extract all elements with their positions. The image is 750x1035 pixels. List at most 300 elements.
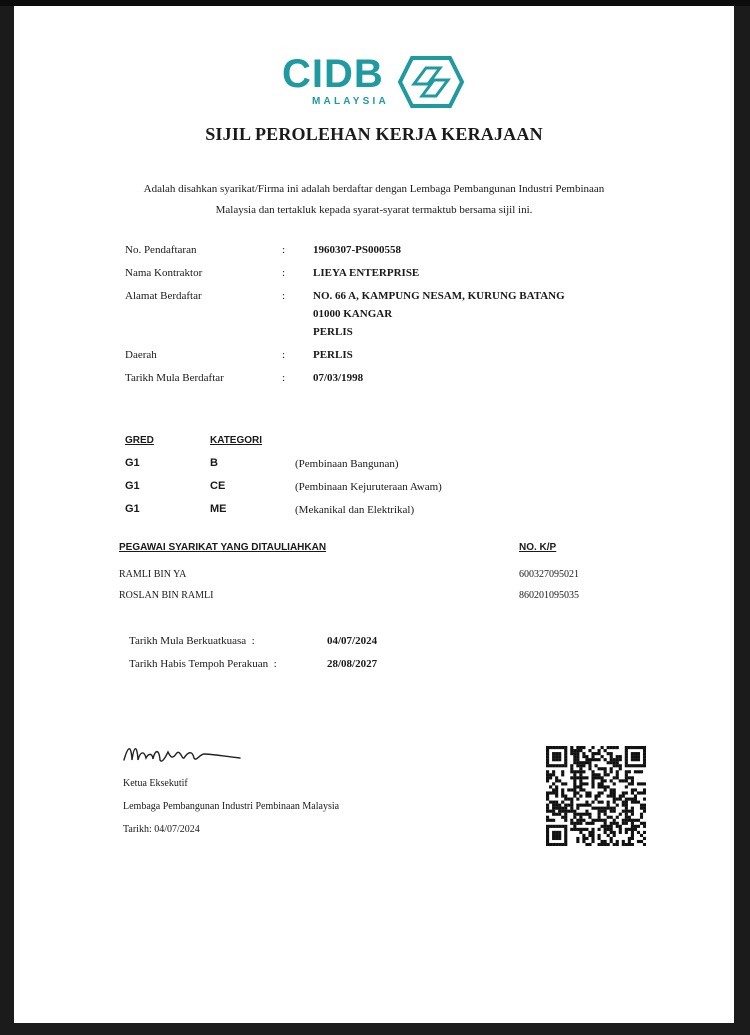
qr-module — [567, 788, 570, 791]
qr-module — [594, 807, 597, 810]
qr-module — [588, 834, 591, 837]
qr-module — [576, 840, 579, 843]
qr-module — [582, 819, 585, 822]
qr-module — [579, 831, 582, 834]
colon: : — [282, 267, 286, 279]
qr-module — [564, 804, 567, 807]
officer-ic-number: 860201095035 — [519, 590, 579, 601]
qr-module — [564, 764, 567, 767]
qr-module — [625, 828, 628, 831]
label-district: Daerah — [125, 349, 157, 361]
qr-module — [598, 834, 601, 837]
qr-module — [613, 834, 616, 837]
qr-module — [582, 770, 585, 773]
qr-module — [591, 770, 594, 773]
colon: : — [282, 290, 286, 302]
qr-module — [564, 758, 567, 761]
qr-module — [576, 819, 579, 822]
qr-module — [585, 782, 588, 785]
qr-module — [634, 825, 637, 828]
qr-module — [643, 788, 646, 791]
signatory-date: Tarikh: 04/07/2024 — [123, 824, 200, 835]
qr-module — [561, 794, 564, 797]
qr-module — [582, 776, 585, 779]
qr-module — [591, 785, 594, 788]
qr-module — [552, 770, 555, 773]
qr-module — [637, 755, 640, 758]
qr-module — [549, 776, 552, 779]
qr-module — [588, 822, 591, 825]
value-district: PERLIS — [313, 349, 353, 361]
officer-name: ROSLAN BIN RAMLI — [119, 590, 214, 601]
certificate-page — [14, 6, 734, 1023]
qr-module — [616, 773, 619, 776]
qr-module — [643, 807, 646, 810]
qr-module — [570, 801, 573, 804]
qr-module — [582, 782, 585, 785]
qr-module — [628, 770, 631, 773]
qr-module — [582, 813, 585, 816]
qr-module — [631, 831, 634, 834]
qr-module — [643, 810, 646, 813]
qr-module — [564, 843, 567, 846]
qr-module — [558, 746, 561, 749]
qr-module — [613, 843, 616, 846]
qr-module — [640, 764, 643, 767]
qr-module — [573, 776, 576, 779]
qr-module — [634, 801, 637, 804]
qr-module — [613, 794, 616, 797]
signatory-organisation: Lembaga Pembangunan Industri Pembinaan Malaysia — [123, 801, 340, 812]
qr-module — [604, 813, 607, 816]
qr-module — [625, 807, 628, 810]
qr-module — [637, 825, 640, 828]
grade-value: G1 — [125, 457, 140, 469]
qr-module — [564, 831, 567, 834]
qr-module — [604, 788, 607, 791]
qr-module — [591, 801, 594, 804]
qr-module — [558, 764, 561, 767]
qr-module — [613, 758, 616, 761]
qr-module — [546, 779, 549, 782]
qr-module — [585, 828, 588, 831]
category-description: (Pembinaan Kejuruteraan Awam) — [295, 481, 442, 493]
qr-module — [643, 755, 646, 758]
qr-module — [549, 773, 552, 776]
qr-module — [601, 782, 604, 785]
qr-module — [625, 791, 628, 794]
qr-module — [604, 767, 607, 770]
qr-module — [576, 776, 579, 779]
qr-module — [622, 791, 625, 794]
qr-module — [607, 785, 610, 788]
logo-wordmark: CIDB — [282, 52, 384, 96]
officer-name: RAMLI BIN YA — [119, 569, 187, 580]
qr-module — [555, 843, 558, 846]
officer-ic-number: 600327095021 — [519, 569, 579, 580]
qr-module — [552, 831, 555, 834]
qr-module — [625, 773, 628, 776]
qr-module — [564, 794, 567, 797]
qr-module — [546, 758, 549, 761]
qr-module — [558, 843, 561, 846]
qr-module — [607, 804, 610, 807]
qr-module — [616, 843, 619, 846]
qr-module — [579, 788, 582, 791]
qr-module — [564, 840, 567, 843]
qr-module — [555, 834, 558, 837]
qr-module — [582, 837, 585, 840]
qr-module — [558, 758, 561, 761]
qr-module — [546, 804, 549, 807]
qr-module — [610, 752, 613, 755]
qr-module — [640, 816, 643, 819]
qr-module — [625, 810, 628, 813]
qr-module — [625, 831, 628, 834]
qr-module — [558, 779, 561, 782]
qr-module — [558, 755, 561, 758]
qr-module — [552, 837, 555, 840]
qr-module — [631, 788, 634, 791]
expiry-date-label-text: Tarikh Habis Tempoh Perakuan — [129, 658, 269, 670]
qr-module — [585, 810, 588, 813]
qr-module — [564, 828, 567, 831]
qr-module — [573, 758, 576, 761]
qr-module — [546, 776, 549, 779]
qr-module — [552, 764, 555, 767]
qr-module — [640, 807, 643, 810]
qr-module — [582, 804, 585, 807]
qr-module — [588, 831, 591, 834]
qr-module — [634, 819, 637, 822]
grade-value: G1 — [125, 503, 140, 515]
qr-module — [564, 761, 567, 764]
qr-module — [549, 785, 552, 788]
qr-module — [552, 782, 555, 785]
qr-module — [601, 791, 604, 794]
qr-module — [613, 761, 616, 764]
qr-module — [607, 834, 610, 837]
qr-module — [610, 840, 613, 843]
qr-module — [631, 755, 634, 758]
qr-module — [558, 831, 561, 834]
qr-module — [585, 801, 588, 804]
qr-module — [576, 761, 579, 764]
qr-module — [610, 837, 613, 840]
qr-module — [546, 752, 549, 755]
category-description: (Mekanikal dan Elektrikal) — [295, 504, 415, 516]
qr-module — [622, 840, 625, 843]
qr-module — [625, 755, 628, 758]
qr-module — [643, 791, 646, 794]
qr-module — [616, 825, 619, 828]
qr-module — [585, 758, 588, 761]
qr-module — [604, 785, 607, 788]
qr-module — [640, 822, 643, 825]
qr-module — [555, 752, 558, 755]
qr-module — [598, 749, 601, 752]
qr-module — [585, 791, 588, 794]
qr-module — [570, 788, 573, 791]
qr-module — [549, 746, 552, 749]
qr-module — [552, 773, 555, 776]
qr-module — [625, 819, 628, 822]
qr-module — [561, 782, 564, 785]
qr-module — [588, 794, 591, 797]
qr-module — [573, 794, 576, 797]
qr-module — [570, 807, 573, 810]
qr-module — [570, 822, 573, 825]
qr-module — [579, 773, 582, 776]
qr-module — [628, 843, 631, 846]
category-description: (Pembinaan Bangunan) — [295, 458, 399, 470]
qr-module — [579, 746, 582, 749]
qr-module — [585, 822, 588, 825]
qr-module — [607, 773, 610, 776]
qr-module — [555, 831, 558, 834]
qr-module — [573, 791, 576, 794]
qr-module — [619, 813, 622, 816]
qr-module — [564, 810, 567, 813]
qr-module — [579, 764, 582, 767]
qr-module — [607, 801, 610, 804]
qr-module — [637, 840, 640, 843]
qr-module — [613, 746, 616, 749]
qr-module — [564, 782, 567, 785]
qr-module — [619, 825, 622, 828]
signatory-title: Ketua Eksekutif — [123, 778, 188, 789]
qr-module — [610, 831, 613, 834]
qr-module — [558, 825, 561, 828]
qr-module — [570, 752, 573, 755]
qr-module — [552, 791, 555, 794]
qr-module — [631, 837, 634, 840]
qr-module — [552, 758, 555, 761]
qr-module — [631, 791, 634, 794]
qr-module — [643, 831, 646, 834]
qr-module — [555, 758, 558, 761]
qr-module — [625, 816, 628, 819]
qr-module — [643, 764, 646, 767]
qr-module — [637, 801, 640, 804]
qr-module — [564, 755, 567, 758]
qr-module — [552, 834, 555, 837]
qr-module — [591, 837, 594, 840]
qr-module — [570, 828, 573, 831]
qr-module — [594, 752, 597, 755]
qr-module — [631, 776, 634, 779]
qr-module — [573, 749, 576, 752]
qr-module — [616, 770, 619, 773]
qr-module — [591, 773, 594, 776]
qr-module — [634, 788, 637, 791]
qr-module — [598, 843, 601, 846]
qr-module — [628, 837, 631, 840]
qr-module — [558, 837, 561, 840]
qr-module — [552, 746, 555, 749]
qr-module — [579, 767, 582, 770]
qr-module — [570, 770, 573, 773]
qr-module — [643, 804, 646, 807]
qr-module — [585, 755, 588, 758]
qr-module — [591, 755, 594, 758]
grade-value: G1 — [125, 480, 140, 492]
qr-module — [570, 804, 573, 807]
qr-module — [576, 807, 579, 810]
qr-module — [640, 782, 643, 785]
qr-module — [634, 746, 637, 749]
qr-module — [628, 798, 631, 801]
qr-module — [610, 791, 613, 794]
qr-module — [552, 807, 555, 810]
qr-module — [582, 755, 585, 758]
label-registration-no: No. Pendaftaran — [125, 244, 197, 256]
qr-module — [546, 761, 549, 764]
qr-module — [613, 819, 616, 822]
qr-module — [594, 773, 597, 776]
qr-module — [555, 801, 558, 804]
qr-module — [579, 770, 582, 773]
qr-module — [555, 794, 558, 797]
qr-module — [622, 801, 625, 804]
qr-module — [604, 831, 607, 834]
qr-module — [598, 752, 601, 755]
qr-module — [619, 758, 622, 761]
colon: : — [282, 244, 286, 256]
qr-module — [546, 819, 549, 822]
qr-module — [598, 785, 601, 788]
qr-module — [546, 770, 549, 773]
qr-module — [573, 828, 576, 831]
qr-module — [573, 813, 576, 816]
qr-module — [555, 779, 558, 782]
qr-module — [552, 819, 555, 822]
qr-module — [561, 773, 564, 776]
qr-module — [564, 813, 567, 816]
qr-module — [561, 807, 564, 810]
qr-module — [643, 798, 646, 801]
qr-module — [546, 807, 549, 810]
qr-module — [564, 816, 567, 819]
qr-module — [588, 761, 591, 764]
qr-module — [552, 755, 555, 758]
qr-module — [570, 776, 573, 779]
qr-module — [573, 755, 576, 758]
qr-module — [552, 788, 555, 791]
qr-module — [613, 791, 616, 794]
label-contractor-name: Nama Kontraktor — [125, 267, 203, 279]
qr-module — [558, 810, 561, 813]
qr-module — [604, 825, 607, 828]
qr-module — [631, 807, 634, 810]
qr-module — [546, 773, 549, 776]
qr-module — [573, 825, 576, 828]
qr-module — [555, 807, 558, 810]
cidb-hexagon-icon — [396, 54, 466, 110]
handwritten-signature — [122, 740, 247, 770]
qr-module — [616, 758, 619, 761]
qr-module — [546, 828, 549, 831]
qr-module — [622, 804, 625, 807]
qr-module — [607, 746, 610, 749]
qr-module — [558, 752, 561, 755]
qr-module — [546, 791, 549, 794]
qr-module — [631, 798, 634, 801]
qr-module — [546, 843, 549, 846]
qr-module — [570, 798, 573, 801]
qr-module — [564, 752, 567, 755]
qr-module — [546, 755, 549, 758]
qr-module — [588, 791, 591, 794]
qr-module — [576, 749, 579, 752]
qr-module — [643, 837, 646, 840]
qr-module — [622, 810, 625, 813]
qr-module — [643, 752, 646, 755]
qr-module — [604, 819, 607, 822]
qr-module — [552, 825, 555, 828]
qr-module — [601, 810, 604, 813]
qr-module — [591, 840, 594, 843]
qr-module — [555, 825, 558, 828]
qr-module — [610, 825, 613, 828]
qr-module — [561, 770, 564, 773]
qr-module — [549, 819, 552, 822]
qr-module — [579, 828, 582, 831]
qr-module — [564, 807, 567, 810]
qr-module — [604, 749, 607, 752]
qr-module — [591, 782, 594, 785]
qr-module — [631, 758, 634, 761]
qr-module — [622, 822, 625, 825]
qr-module — [634, 764, 637, 767]
qr-module — [619, 828, 622, 831]
qr-module — [576, 758, 579, 761]
qr-module — [637, 764, 640, 767]
qr-module — [631, 825, 634, 828]
qr-module — [640, 770, 643, 773]
qr-module — [570, 746, 573, 749]
qr-module — [604, 822, 607, 825]
qr-module — [601, 755, 604, 758]
qr-module — [637, 831, 640, 834]
qr-module — [628, 840, 631, 843]
qr-module — [567, 798, 570, 801]
qr-module — [610, 779, 613, 782]
qr-module — [607, 816, 610, 819]
qr-module — [588, 764, 591, 767]
certificate-title: SIJIL PEROLEHAN KERJA KERAJAAN — [205, 124, 543, 144]
qr-module — [604, 773, 607, 776]
qr-module — [576, 770, 579, 773]
qr-module — [573, 822, 576, 825]
qr-module — [573, 816, 576, 819]
qr-module — [598, 810, 601, 813]
qr-module — [546, 749, 549, 752]
qr-module — [613, 788, 616, 791]
qr-module — [634, 770, 637, 773]
value-address-line-3: PERLIS — [313, 326, 353, 338]
qr-module — [555, 791, 558, 794]
qr-module — [561, 764, 564, 767]
qr-module — [585, 804, 588, 807]
qr-module — [610, 810, 613, 813]
qr-module — [576, 828, 579, 831]
qr-module — [640, 791, 643, 794]
qr-module — [625, 764, 628, 767]
qr-module — [579, 779, 582, 782]
qr-module — [582, 764, 585, 767]
qr-module — [552, 810, 555, 813]
